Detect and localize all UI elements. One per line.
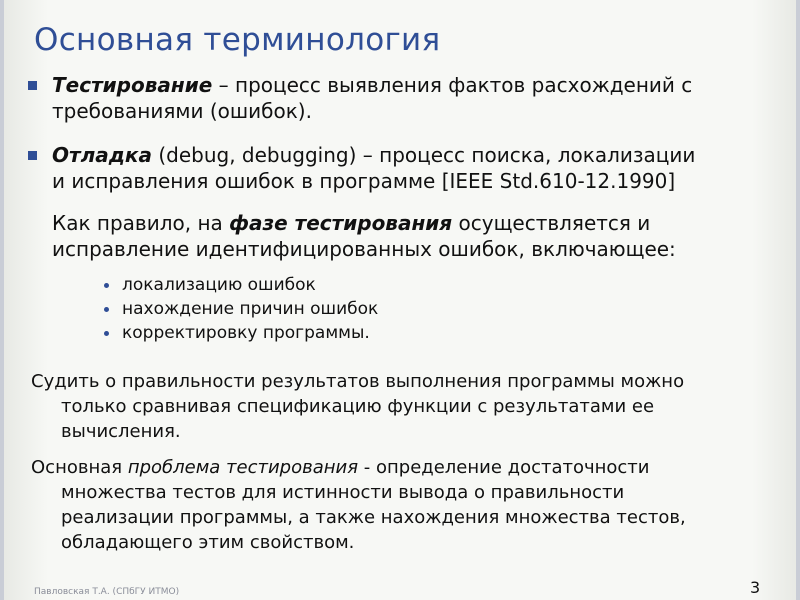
term-debugging: Отладка (52, 143, 152, 167)
right-edge-band (796, 0, 800, 600)
correctness-paragraph (31, 369, 751, 444)
list-item-label: нахождение причин ошибок (122, 299, 379, 319)
para2-pre: Основная (31, 457, 128, 478)
paragraph-post: осуществляется и (452, 211, 651, 235)
bullet-row (28, 72, 773, 124)
para1-line3: вычисления. (61, 421, 181, 442)
testing-problem-paragraph (31, 455, 751, 555)
sub-list (104, 273, 604, 345)
bullet-debugging (28, 142, 773, 194)
dot-bullet-icon (104, 283, 109, 288)
para2-post: - определение достаточности (358, 457, 650, 478)
bullet-text-line2: требованиями (ошибок). (52, 99, 312, 123)
list-item-label: корректировку программы. (122, 323, 370, 343)
bullet-text-line1: – процесс выявления фактов расхождений с (212, 73, 693, 97)
list-item (104, 321, 604, 345)
bullet-text-line2: и исправления ошибок в программе [IEEE Std.610-12.1990] (52, 169, 676, 193)
para2-line4: обладающего этим свойством. (61, 532, 355, 553)
emph-testing-phase: фазе тестирования (229, 211, 453, 235)
list-item-label: локализацию ошибок (122, 275, 316, 295)
emph-testing-problem: проблема тестирования (127, 457, 359, 478)
dot-bullet-icon (104, 331, 109, 336)
paragraph-line2: исправление идентифицированных ошибок, включающее: (52, 237, 676, 261)
square-bullet-icon (28, 81, 37, 90)
page-number: 3 (750, 578, 761, 597)
footer-author: Павловская Т.А. (СПбГУ ИТМО) (34, 587, 180, 597)
dot-bullet-icon (104, 307, 109, 312)
bullet-row (28, 142, 773, 194)
para1-line2: только сравнивая спецификацию функции с результатами ее (61, 396, 655, 417)
bullet-testing (28, 72, 773, 124)
list-item (104, 273, 604, 297)
para2-line3: реализации программы, а также нахождения множества тестов, (61, 507, 686, 528)
para2-line2: множества тестов для истинности вывода о правильности (61, 482, 625, 503)
para1-line1: Судить о правильности результатов выполнения программы можно (31, 371, 685, 392)
para2-line1 (31, 455, 751, 480)
square-bullet-icon (28, 151, 37, 160)
term-testing: Тестирование (52, 73, 213, 97)
testing-phase-paragraph (52, 210, 772, 262)
paragraph-pre: Как правило, на (52, 211, 230, 235)
left-edge-band (0, 0, 4, 600)
page-title: Основная терминология (34, 22, 441, 58)
bullet-text-line1: (debug, debugging) – процесс поиска, локализации (151, 143, 696, 167)
list-item (104, 297, 604, 321)
